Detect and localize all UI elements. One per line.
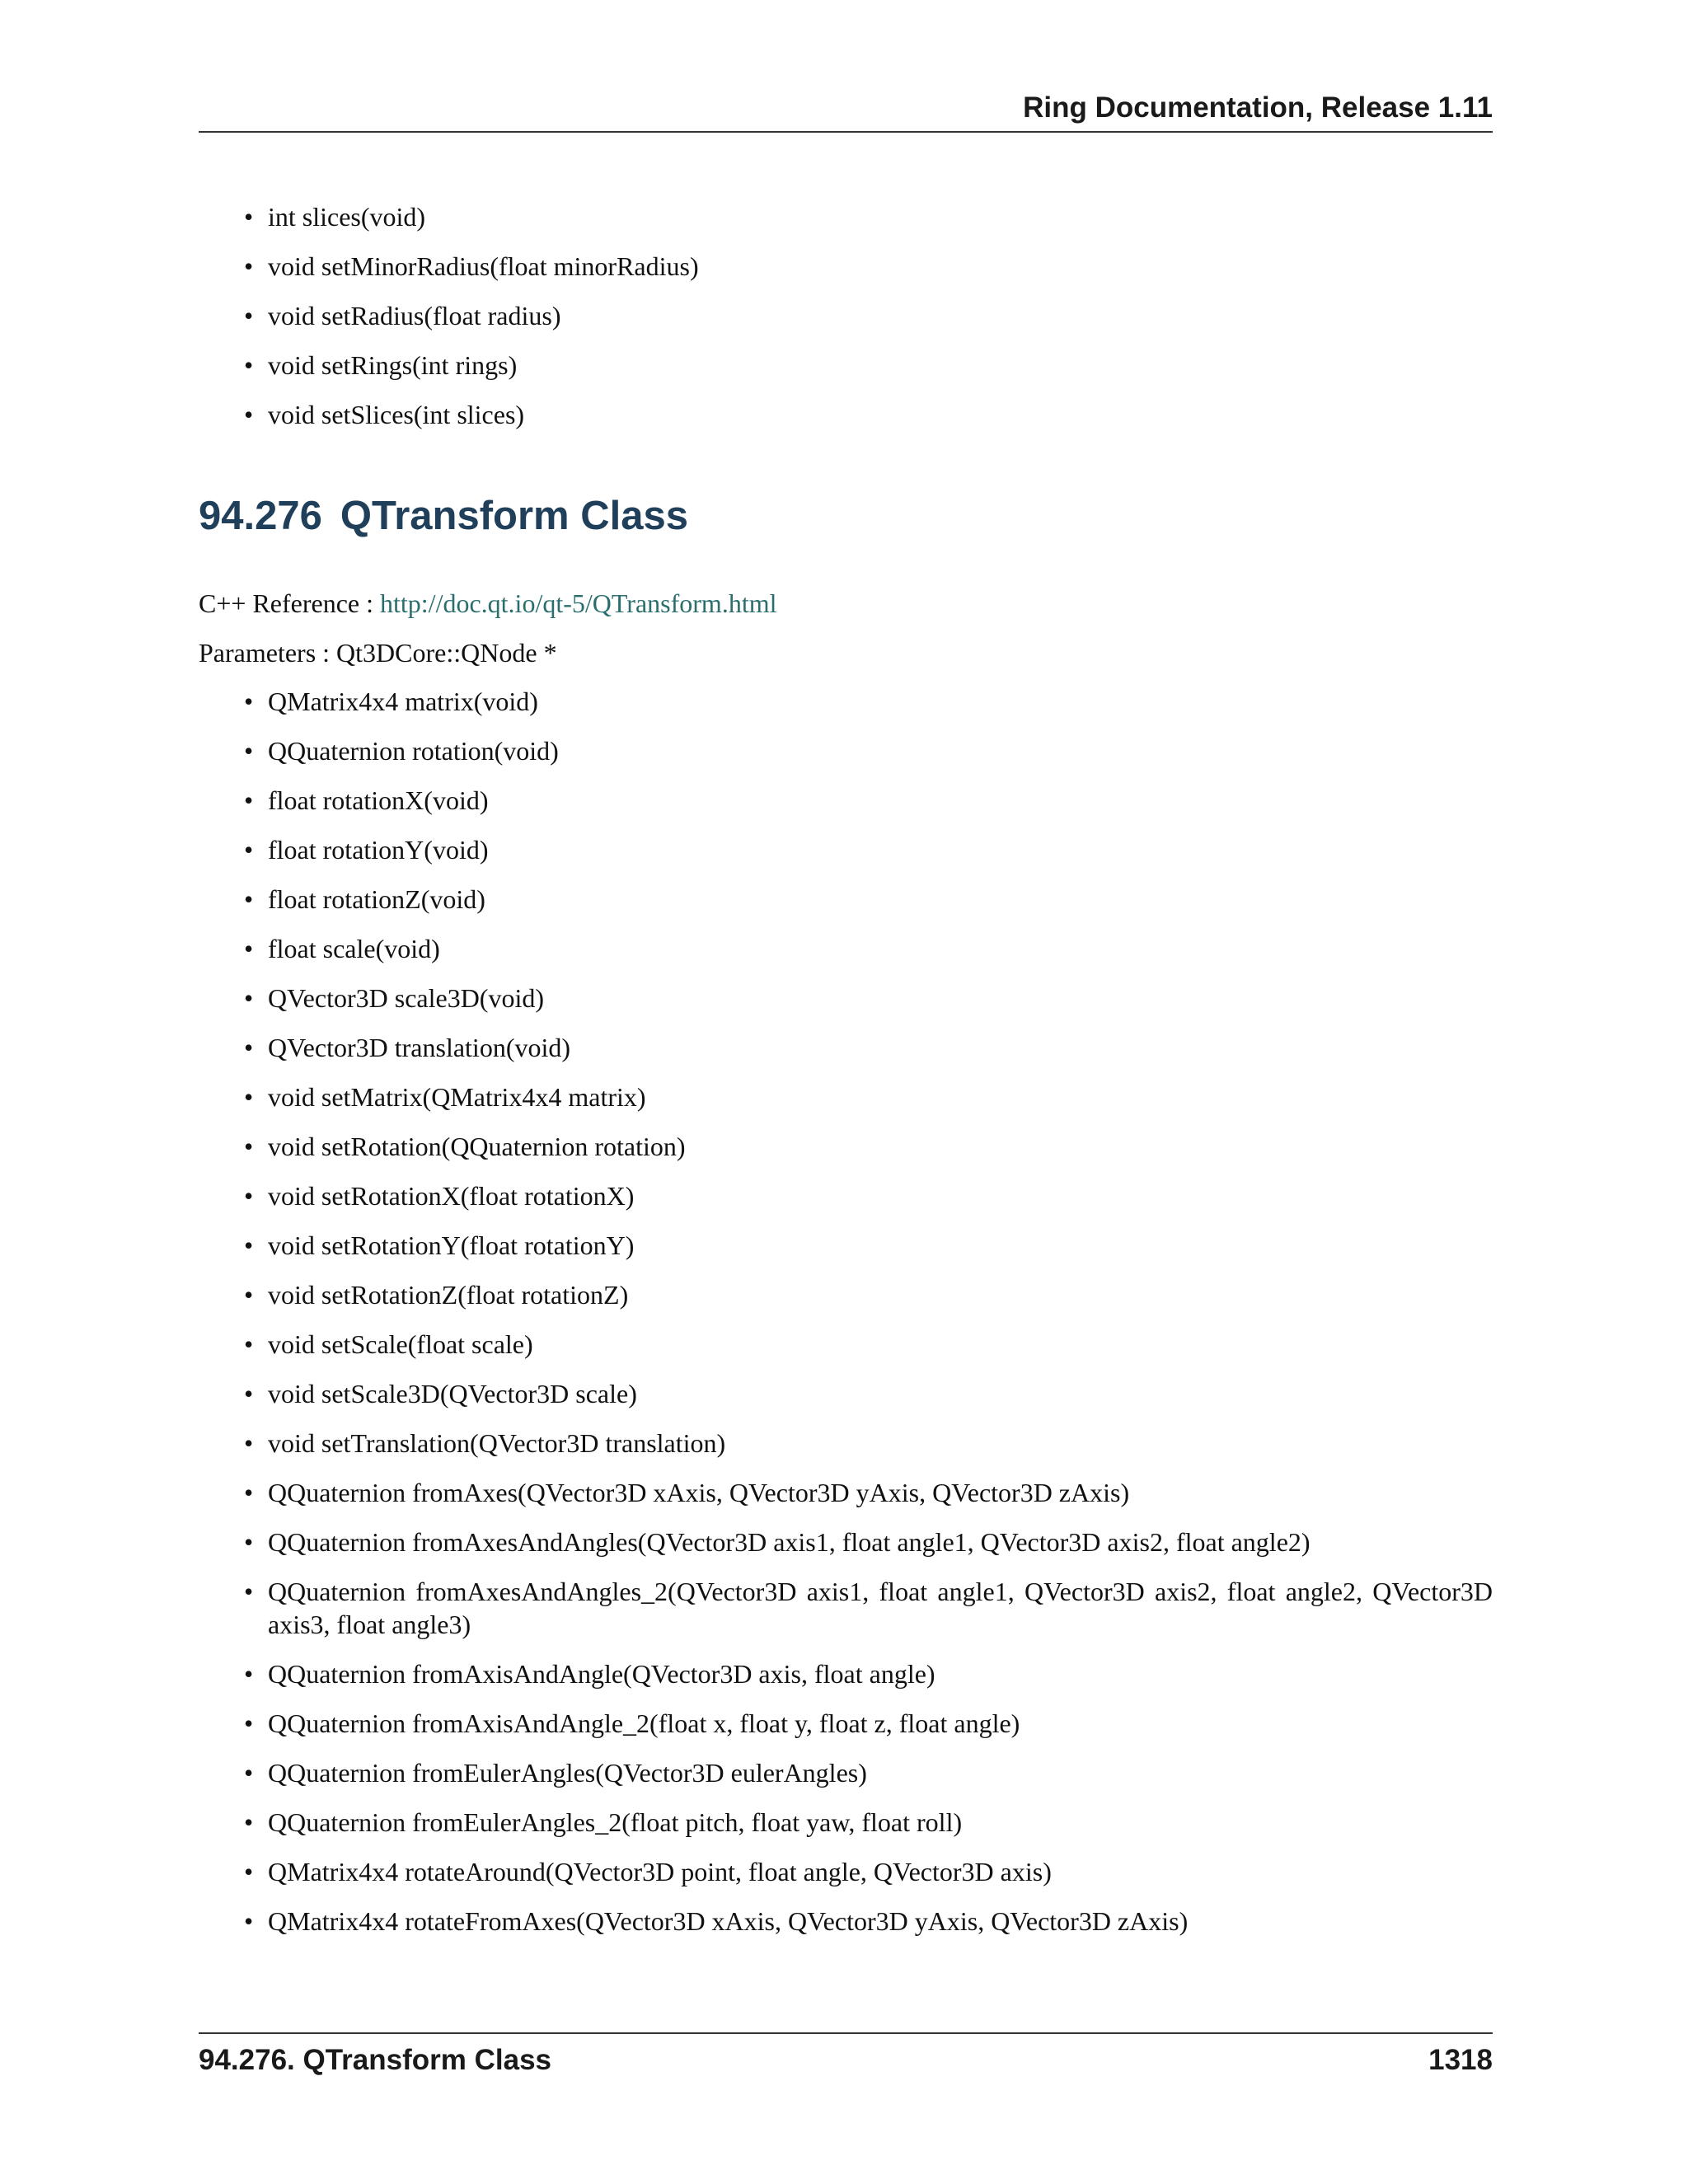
method-signature: QMatrix4x4 matrix(void): [268, 687, 538, 716]
bullet-icon: •: [244, 1659, 254, 1689]
list-item: [244, 1377, 1493, 1410]
method-signature: float rotationZ(void): [268, 884, 485, 914]
bullet-icon: •: [244, 785, 254, 815]
page-number: 1318: [1428, 2044, 1493, 2076]
list-item: [244, 932, 1493, 965]
bullet-icon: •: [244, 1132, 254, 1161]
method-signature: void setRadius(float radius): [268, 301, 561, 330]
bullet-icon: •: [244, 736, 254, 766]
method-signature: float rotationY(void): [268, 835, 489, 865]
method-signature: QQuaternion fromEulerAngles(QVector3D eulerAngles): [268, 1758, 867, 1788]
bullet-icon: •: [244, 934, 254, 963]
document-title: Ring Documentation, Release 1.11: [1023, 91, 1493, 124]
list-item: [244, 349, 1493, 382]
bullet-icon: •: [244, 1082, 254, 1112]
method-signature: void setScale(float scale): [268, 1329, 533, 1359]
bullet-icon: •: [244, 1280, 254, 1310]
list-item: [244, 1130, 1493, 1163]
list-item: [244, 1229, 1493, 1262]
method-list-continued: [244, 200, 1493, 448]
method-signature: QVector3D translation(void): [268, 1033, 571, 1062]
bullet-icon: •: [244, 1906, 254, 1936]
method-signature: QQuaternion fromEulerAngles_2(float pitch, float yaw, float roll): [268, 1807, 963, 1837]
bullet-icon: •: [244, 1527, 254, 1557]
method-signature: QQuaternion fromAxesAndAngles_2(QVector3D axis1, float angle1, QVector3D axis2, float angle2, QVector3D axis3, float angle3): [268, 1577, 1493, 1639]
bullet-icon: •: [244, 884, 254, 914]
bullet-icon: •: [244, 251, 254, 281]
method-list: [244, 685, 1493, 1954]
list-item: [244, 1526, 1493, 1558]
list-item: [244, 883, 1493, 916]
cpp-reference: [199, 587, 776, 620]
list-item: [244, 1179, 1493, 1212]
list-item: [244, 398, 1493, 431]
list-item: [244, 200, 1493, 233]
bullet-icon: •: [244, 1428, 254, 1458]
method-signature: QQuaternion fromAxes(QVector3D xAxis, QVector3D yAxis, QVector3D zAxis): [268, 1478, 1130, 1507]
method-signature: QQuaternion fromAxisAndAngle(QVector3D axis, float angle): [268, 1659, 935, 1689]
bullet-icon: •: [244, 687, 254, 716]
method-signature: float scale(void): [268, 934, 440, 963]
method-signature: int slices(void): [268, 202, 426, 232]
method-signature: QMatrix4x4 rotateFromAxes(QVector3D xAxis, QVector3D yAxis, QVector3D zAxis): [268, 1906, 1189, 1936]
list-item: [244, 685, 1493, 718]
bullet-icon: •: [244, 1478, 254, 1507]
list-item: [244, 1855, 1493, 1888]
bullet-icon: •: [244, 1379, 254, 1408]
method-signature: QQuaternion fromAxesAndAngles(QVector3D axis1, float angle1, QVector3D axis2, float angle2): [268, 1527, 1311, 1557]
section-title: QTransform Class: [340, 494, 688, 538]
method-signature: void setScale3D(QVector3D scale): [268, 1379, 637, 1408]
list-item: [244, 784, 1493, 817]
list-item: [244, 1080, 1493, 1113]
reference-link[interactable]: http://doc.qt.io/qt-5/QTransform.html: [380, 588, 777, 618]
list-item: [244, 1278, 1493, 1311]
bullet-icon: •: [244, 1758, 254, 1788]
list-item: [244, 1756, 1493, 1789]
method-signature: QQuaternion rotation(void): [268, 736, 559, 766]
bullet-icon: •: [244, 1577, 254, 1606]
method-signature: void setRotationY(float rotationY): [268, 1230, 635, 1260]
bullet-icon: •: [244, 400, 254, 429]
method-signature: void setRotationX(float rotationX): [268, 1181, 635, 1211]
list-item: [244, 299, 1493, 332]
method-signature: QMatrix4x4 rotateAround(QVector3D point, float angle, QVector3D axis): [268, 1857, 1052, 1886]
bullet-icon: •: [244, 1181, 254, 1211]
bullet-icon: •: [244, 1807, 254, 1837]
parameters-line: Parameters : Qt3DCore::QNode *: [199, 638, 557, 668]
method-signature: void setSlices(int slices): [268, 400, 525, 429]
list-item: [244, 1905, 1493, 1938]
reference-label: C++ Reference :: [199, 588, 380, 618]
footer-section: 94.276. QTransform Class: [199, 2044, 551, 2076]
bullet-icon: •: [244, 1857, 254, 1886]
method-signature: QQuaternion fromAxisAndAngle_2(float x, float y, float z, float angle): [268, 1708, 1020, 1738]
bullet-icon: •: [244, 835, 254, 865]
section-heading: [199, 493, 688, 539]
list-item: [244, 1575, 1493, 1641]
list-item: [244, 1427, 1493, 1460]
page-footer: [199, 2032, 1493, 2083]
method-signature: float rotationX(void): [268, 785, 489, 815]
list-item: [244, 1707, 1493, 1740]
method-signature: void setMatrix(QMatrix4x4 matrix): [268, 1082, 646, 1112]
list-item: [244, 1806, 1493, 1839]
bullet-icon: •: [244, 1033, 254, 1062]
bullet-icon: •: [244, 983, 254, 1013]
list-item: [244, 250, 1493, 283]
bullet-icon: •: [244, 350, 254, 380]
list-item: [244, 833, 1493, 866]
method-signature: void setTranslation(QVector3D translation): [268, 1428, 726, 1458]
bullet-icon: •: [244, 1230, 254, 1260]
list-item: [244, 1657, 1493, 1690]
method-signature: void setRotationZ(float rotationZ): [268, 1280, 629, 1310]
list-item: [244, 1476, 1493, 1509]
bullet-icon: •: [244, 301, 254, 330]
bullet-icon: •: [244, 202, 254, 232]
page-header: [199, 87, 1493, 133]
list-item: [244, 982, 1493, 1015]
bullet-icon: •: [244, 1708, 254, 1738]
method-signature: QVector3D scale3D(void): [268, 983, 544, 1013]
section-number: 94.276: [199, 494, 322, 538]
list-item: [244, 1328, 1493, 1361]
list-item: [244, 1031, 1493, 1064]
method-signature: void setRotation(QQuaternion rotation): [268, 1132, 686, 1161]
method-signature: void setMinorRadius(float minorRadius): [268, 251, 699, 281]
method-signature: void setRings(int rings): [268, 350, 518, 380]
list-item: [244, 734, 1493, 767]
bullet-icon: •: [244, 1329, 254, 1359]
